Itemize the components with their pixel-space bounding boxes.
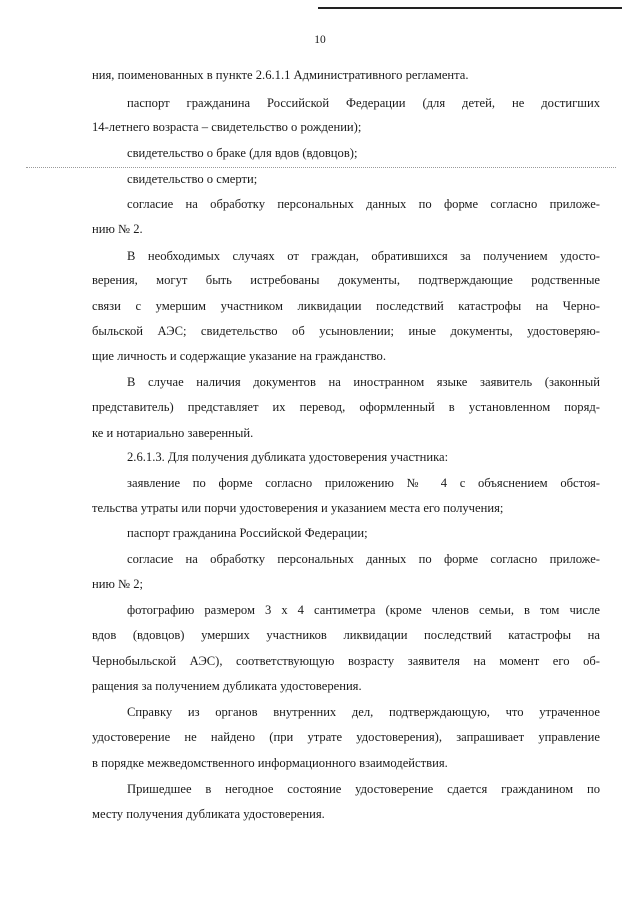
- text-line: щие личность и содержащие указание на гражданство.: [92, 349, 387, 363]
- text-line: паспорт гражданина Российской Федерации (для детей, не достигших: [127, 96, 600, 110]
- text-line: фотографию размером 3 х 4 сантиметра (кроме членов семьи, в том числе: [127, 603, 600, 617]
- text-line: свидетельство о смерти;: [127, 172, 258, 186]
- text-line: согласие на обработку персональных данных по форме согласно приложе-: [127, 552, 600, 566]
- text-line: ращения за получением дубликата удостоверения.: [92, 679, 362, 693]
- text-line: ния, поименованных в пункте 2.6.1.1 Административного регламента.: [92, 68, 469, 82]
- text-line: нию № 2.: [92, 222, 143, 236]
- text-line: 2.6.1.3. Для получения дубликата удостоверения участника:: [127, 450, 449, 464]
- text-line: В случае наличия документов на иностранном языке заявитель (законный: [127, 375, 600, 389]
- text-line: Чернобыльской АЭС), соответствующую возрасту заявителя на момент его об-: [92, 654, 600, 668]
- text-line: Пришедшее в негодное состояние удостоверение сдается гражданином по: [127, 782, 600, 796]
- text-line: вдов (вдовцов) умерших участников ликвидации последствий катастрофы на: [92, 628, 600, 642]
- text-line: паспорт гражданина Российской Федерации;: [127, 526, 368, 540]
- text-line: быльской АЭС; свидетельство об усыновлении; иные документы, удостоверяю-: [92, 324, 600, 338]
- text-line: свидетельство о браке (для вдов (вдовцов);: [127, 146, 358, 160]
- text-line: месту получения дубликата удостоверения.: [92, 807, 325, 821]
- header-rule: [318, 7, 622, 9]
- text-line: в порядке межведомственного информационного взаимодействия.: [92, 756, 448, 770]
- text-line: 14-летнего возраста – свидетельство о рождении);: [92, 120, 362, 134]
- text-line: согласие на обработку персональных данных по форме согласно приложе-: [127, 197, 600, 211]
- page-number: 10: [314, 34, 326, 46]
- text-line: нию № 2;: [92, 577, 143, 591]
- text-line: заявление по форме согласно приложению № 4 с объяснением обстоя-: [127, 476, 600, 490]
- text-line: удостоверение не найдено (при утрате удостоверения), запрашивает управление: [92, 730, 600, 744]
- text-line: связи с умершим участником ликвидации последствий катастрофы на Черно-: [92, 299, 600, 313]
- text-line: Справку из органов внутренних дел, подтверждающую, что утраченное: [127, 705, 600, 719]
- text-line: верения, могут быть истребованы документы, подтверждающие родственные: [92, 273, 600, 287]
- text-line: В необходимых случаях от граждан, обратившихся за получением удосто-: [127, 249, 600, 263]
- text-line: тельства утраты или порчи удостоверения и указанием места его получения;: [92, 501, 504, 515]
- scan-artifact-line: [26, 167, 616, 168]
- text-line: ке и нотариально заверенный.: [92, 426, 254, 440]
- text-line: представитель) представляет их перевод, оформленный в установленном поряд-: [92, 400, 600, 414]
